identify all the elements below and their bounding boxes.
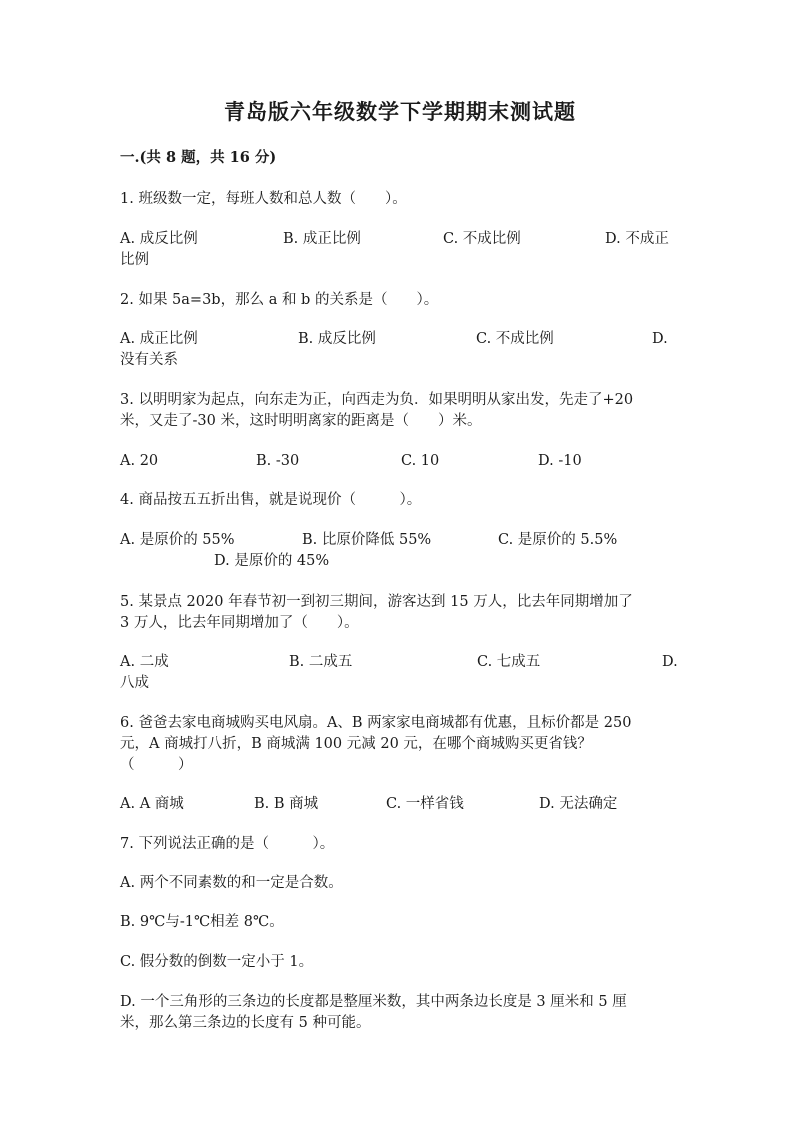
question-6-stem-line-2: 元，A 商城打八折，B 商城满 100 元减 20 元，在哪个商城购买更省钱？ [120,736,592,752]
section-heading: 一.(共 8 题，共 16 分) [120,149,277,166]
question-3-option-d[interactable]: D. -10 [538,453,582,469]
question-2-option-a[interactable]: A. 成正比例 [120,331,198,347]
question-6-option-d[interactable]: D. 无法确定 [539,796,618,812]
question-1-option-c[interactable]: C. 不成比例 [443,231,521,247]
page-title: 青岛版六年级数学下学期期末测试题 [224,99,576,124]
question-6-option-a[interactable]: A. A 商城 [120,796,184,812]
question-1-stem: 1. 班级数一定，每班人数和总人数（ ）。 [120,191,407,207]
question-5-stem-line-2: 3 万人，比去年同期增加了（ ）。 [120,615,359,631]
question-2-option-d[interactable]: D. [652,331,668,347]
question-7-option-b[interactable]: B. 9℃与-1℃相差 8℃。 [120,914,284,930]
question-4-option-c[interactable]: C. 是原价的 5.5% [498,532,618,548]
question-4-option-a[interactable]: A. 是原价的 55% [120,532,235,548]
question-2-option-d-wrap: 没有关系 [120,352,178,368]
question-5-option-a[interactable]: A. 二成 [120,654,169,670]
question-1-option-b[interactable]: B. 成正比例 [283,231,361,247]
question-5-option-b[interactable]: B. 二成五 [289,654,353,670]
question-7-option-c[interactable]: C. 假分数的倒数一定小于 1。 [120,954,314,970]
question-4-option-b[interactable]: B. 比原价降低 55% [302,532,432,548]
question-1-option-d-wrap: 比例 [120,252,149,268]
question-3-option-a[interactable]: A. 20 [120,453,159,469]
question-5-option-c[interactable]: C. 七成五 [477,654,541,670]
question-6-stem-line-1: 6. 爸爸去家电商城购买电风扇。A、B 两家家电商城都有优惠，且标价都是 250 [120,715,632,731]
question-3-option-c[interactable]: C. 10 [401,453,440,469]
question-1-option-a[interactable]: A. 成反比例 [120,231,198,247]
question-5-stem-line-1: 5. 某景点 2020 年春节初一到初三期间，游客达到 15 万人，比去年同期增加了 [120,594,633,610]
question-7-stem: 7. 下列说法正确的是（ ）。 [120,836,335,852]
question-6-option-b[interactable]: B. B 商城 [254,796,319,812]
question-2-option-b[interactable]: B. 成反比例 [298,331,376,347]
question-4-stem: 4. 商品按五五折出售，就是说现价（ ）。 [120,492,422,508]
question-3-stem-line-2: 米，又走了-30 米，这时明明离家的距离是（ ）米。 [120,413,482,429]
question-6-option-c[interactable]: C. 一样省钱 [386,796,464,812]
question-2-option-c[interactable]: C. 不成比例 [476,331,554,347]
question-2-stem: 2. 如果 5a=3b，那么 a 和 b 的关系是（ ）。 [120,292,439,308]
question-7-option-a[interactable]: A. 两个不同素数的和一定是合数。 [120,875,343,891]
question-7-option-d-line-1[interactable]: D. 一个三角形的三条边的长度都是整厘米数，其中两条边长度是 3 厘米和 5 厘 [120,994,627,1010]
question-7-option-d-line-2: 米，那么第三条边的长度有 5 种可能。 [120,1015,371,1031]
question-4-option-d[interactable]: D. 是原价的 45% [214,553,330,569]
question-5-option-d[interactable]: D. [662,654,678,670]
question-3-stem-line-1: 3. 以明明家为起点，向东走为正，向西走为负．如果明明从家出发，先走了+20 [120,392,634,408]
question-3-option-b[interactable]: B. -30 [256,453,300,469]
question-6-stem-line-3: （ ） [120,757,193,773]
question-1-option-d[interactable]: D. 不成正 [605,231,669,247]
question-5-option-d-wrap: 八成 [120,675,149,691]
